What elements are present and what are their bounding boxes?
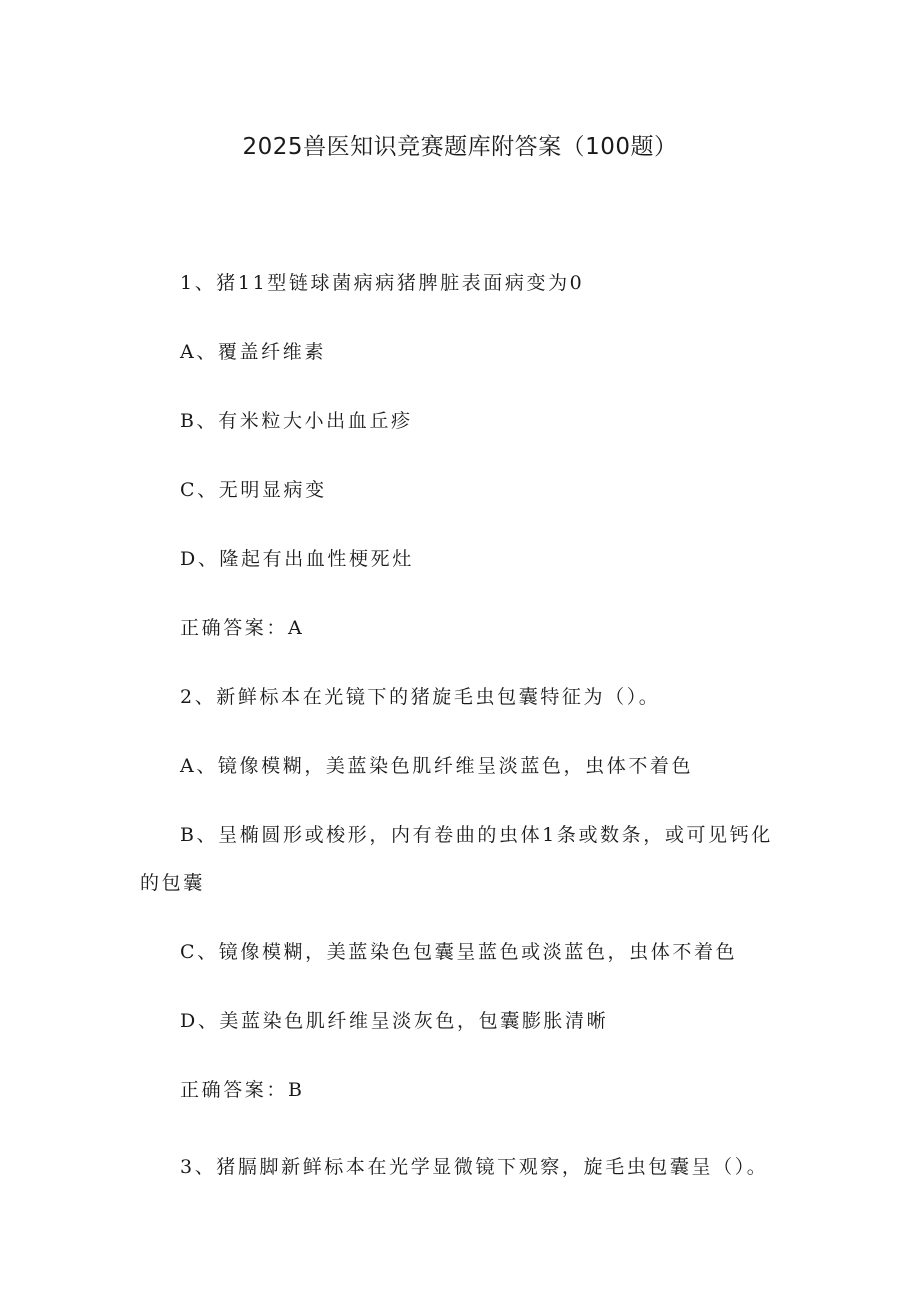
document-title: 2025兽医知识竞赛题库附答案（100题） <box>242 134 678 160</box>
question-2-option-a: A、镜像模糊，美蓝染色肌纤维呈淡蓝色，虫体不着色 <box>180 755 694 777</box>
question-2-option-b: B、呈椭圆形或梭形，内有卷曲的虫体1条或数条，或可见钙化 <box>180 824 773 846</box>
question-1-stem: 1、猪11型链球菌病病猪脾脏表面病变为0 <box>180 272 585 294</box>
question-3-stem: 3、猪膈脚新鲜标本在光学显微镜下观察，旋毛虫包囊呈（）。 <box>180 1156 769 1178</box>
question-1-option-c: C、无明显病变 <box>180 479 327 501</box>
question-2-option-d: D、美蓝染色肌纤维呈淡灰色，包囊膨胀清晰 <box>180 1010 609 1032</box>
question-1-answer: 正确答案：A <box>180 617 305 639</box>
question-2-option-c: C、镜像模糊，美蓝染色包囊呈蓝色或淡蓝色，虫体不着色 <box>180 941 738 963</box>
question-1-option-a: A、覆盖纤维素 <box>180 341 326 363</box>
question-1-option-d: D、隆起有出血性梗死灶 <box>180 548 414 570</box>
question-2-option-b-continuation: 的包囊 <box>140 872 205 894</box>
question-2-stem: 2、新鲜标本在光镜下的猪旋毛虫包囊特征为（）。 <box>180 686 661 708</box>
question-1-option-b: B、有米粒大小出血丘疹 <box>180 410 413 432</box>
question-2-answer: 正确答案：B <box>180 1079 305 1101</box>
